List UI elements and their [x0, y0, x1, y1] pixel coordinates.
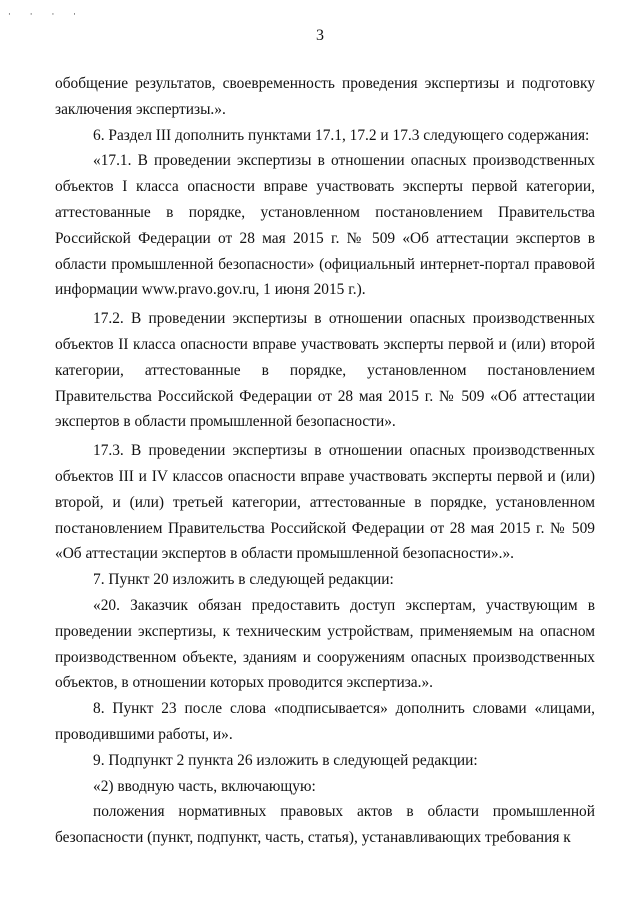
paragraph-item-9: 9. Подпункт 2 пункта 26 изложить в следующей редакции:	[93, 751, 478, 769]
document-body	[55, 71, 595, 851]
paragraph-item-17-3: 17.3. В проведении экспертизы в отношении опасных производственных объектов III и IV классов опасности вправе участвовать эксперты первой и (или) второй, и (или) третьей категории, аттестованные в порядке, установленном постановлением Правительства Российской Федерации от 28 мая 2015 г. № 509 «Об аттестации экспертов в области промышленной безопасности».».	[55, 442, 595, 563]
paragraph-item-17-2: 17.2. В проведении экспертизы в отношении опасных производственных объектов II класса опасности вправе участвовать эксперты первой и (или) второй категории, аттестованные в порядке, установленном постановлением Правительства Российской Федерации от 28 мая 2015 г. № 509 «Об аттестации экспертов в области промышленной безопасности».	[55, 310, 595, 431]
scan-corner-marks: · · · ·	[8, 10, 85, 20]
paragraph-continuation: обобщение результатов, своевременность проведения экспертизы и подготовку заключения экспертизы.».	[55, 75, 595, 118]
paragraph-item-7: 7. Пункт 20 изложить в следующей редакции:	[93, 571, 394, 589]
paragraph-item-17-1: «17.1. В проведении экспертизы в отношении опасных производственных объектов I класса опасности вправе участвовать эксперты первой категории, аттестованные в порядке, установленном постановлением Правительства Российской Федерации от 28 мая 2015 г. № 509 «Об аттестации экспертов в области промышленной безопасности» (официальный интернет-портал правовой информации www.pravo.gov.ru, 1 июня 2015 г.).	[55, 152, 595, 299]
paragraph-subitem-2: «2) вводную часть, включающую:	[93, 777, 316, 795]
paragraph-provisions: положения нормативных правовых актов в области промышленной безопасности (пункт, подпункт, часть, статья), устанавливающих требования к	[55, 803, 595, 847]
paragraph-item-8: 8. Пункт 23 после слова «подписывается» дополнить словами «лицами, проводившими работы, и».	[55, 700, 595, 743]
paragraph-item-6: 6. Раздел III дополнить пунктами 17.1, 17.2 и 17.3 следующего содержания:	[93, 126, 590, 144]
paragraph-item-20: «20. Заказчик обязан предоставить доступ экспертам, участвующим в проведении экспертизы, к техническим устройствам, применяемым на опасном производственном объекте, зданиям и сооружениям опасных производственных объектов, в отношении которых проводится экспертиза.».	[55, 596, 595, 692]
page-number: 3	[316, 27, 324, 44]
